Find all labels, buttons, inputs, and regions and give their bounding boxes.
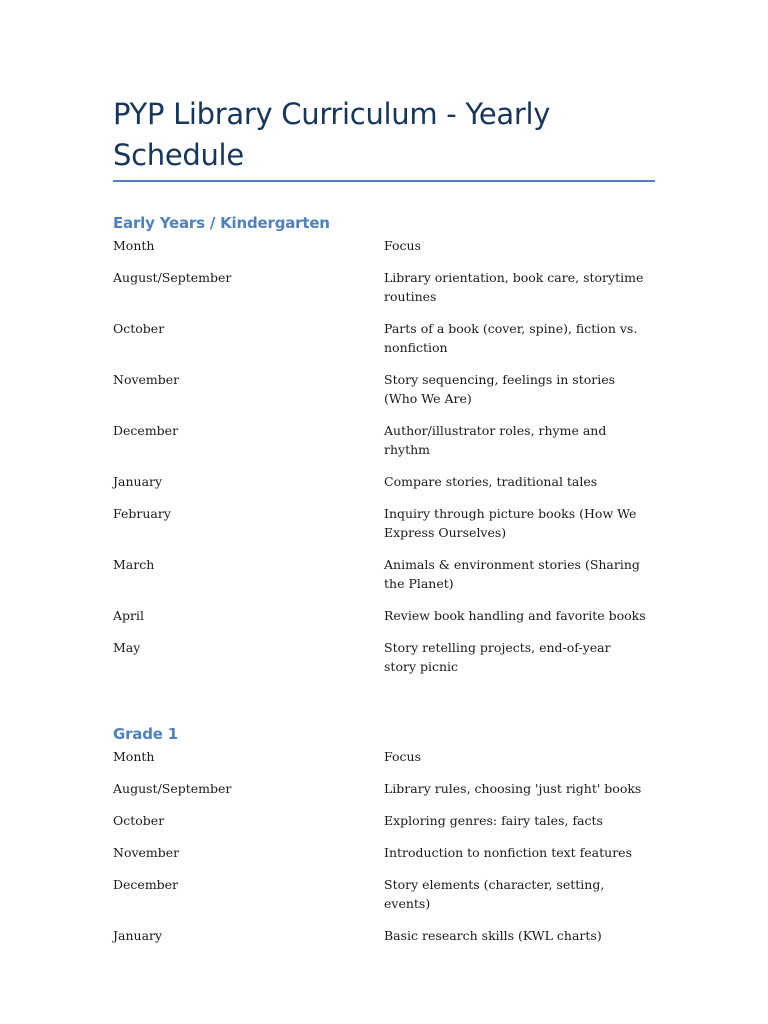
focus-cell: Animals & environment stories (Sharing the Planet) <box>384 557 640 591</box>
month-cell: January <box>113 928 163 943</box>
focus-cell: Compare stories, traditional tales <box>384 474 598 489</box>
section-heading: Early Years / Kindergarten <box>113 214 330 232</box>
table-row <box>113 843 655 875</box>
focus-cell: Story retelling projects, end-of-year story picnic <box>384 640 611 674</box>
table-row <box>113 555 655 606</box>
month-cell: August/September <box>113 270 232 285</box>
section-grade-1 <box>113 723 655 958</box>
focus-cell: Library orientation, book care, storytime routines <box>384 270 644 304</box>
focus-cell: Library rules, choosing 'just right' books <box>384 781 642 796</box>
table-row <box>113 779 655 811</box>
table-row <box>113 606 655 638</box>
document-title: PYP Library Curriculum - Yearly Schedule <box>113 97 551 172</box>
focus-cell: Basic research skills (KWL charts) <box>384 928 602 943</box>
month-cell: February <box>113 506 171 521</box>
table-row <box>113 268 655 319</box>
focus-cell: Review book handling and favorite books <box>384 608 646 623</box>
month-cell: May <box>113 640 141 655</box>
table-row <box>113 370 655 421</box>
focus-cell: Parts of a book (cover, spine), fiction vs. nonfiction <box>384 321 638 355</box>
table-row <box>113 421 655 472</box>
month-cell: October <box>113 321 165 336</box>
table-row <box>113 926 655 958</box>
month-cell: December <box>113 877 179 892</box>
table-row <box>113 875 655 926</box>
section-early-years <box>113 212 655 689</box>
section-heading: Grade 1 <box>113 725 179 743</box>
column-header-focus: Focus <box>384 238 421 253</box>
schedule-table <box>113 236 655 689</box>
month-cell: November <box>113 372 180 387</box>
month-cell: January <box>113 474 163 489</box>
column-header-focus: Focus <box>384 749 421 764</box>
table-header-row <box>113 236 655 268</box>
focus-cell: Story elements (character, setting, events) <box>384 877 605 911</box>
focus-cell: Exploring genres: fairy tales, facts <box>384 813 603 828</box>
table-row <box>113 811 655 843</box>
focus-cell: Author/illustrator roles, rhyme and rhythm <box>384 423 607 457</box>
month-cell: December <box>113 423 179 438</box>
title-divider <box>113 180 655 182</box>
focus-cell: Inquiry through picture books (How We Express Ourselves) <box>384 506 637 540</box>
month-cell: March <box>113 557 155 572</box>
table-row <box>113 504 655 555</box>
month-cell: August/September <box>113 781 232 796</box>
focus-cell: Introduction to nonfiction text features <box>384 845 632 860</box>
table-row <box>113 472 655 504</box>
schedule-table <box>113 747 655 958</box>
column-header-month: Month <box>113 238 155 253</box>
table-header-row <box>113 747 655 779</box>
month-cell: April <box>113 608 144 623</box>
month-cell: November <box>113 845 180 860</box>
table-row <box>113 638 655 689</box>
month-cell: October <box>113 813 165 828</box>
column-header-month: Month <box>113 749 155 764</box>
table-row <box>113 319 655 370</box>
focus-cell: Story sequencing, feelings in stories (Who We Are) <box>384 372 616 406</box>
